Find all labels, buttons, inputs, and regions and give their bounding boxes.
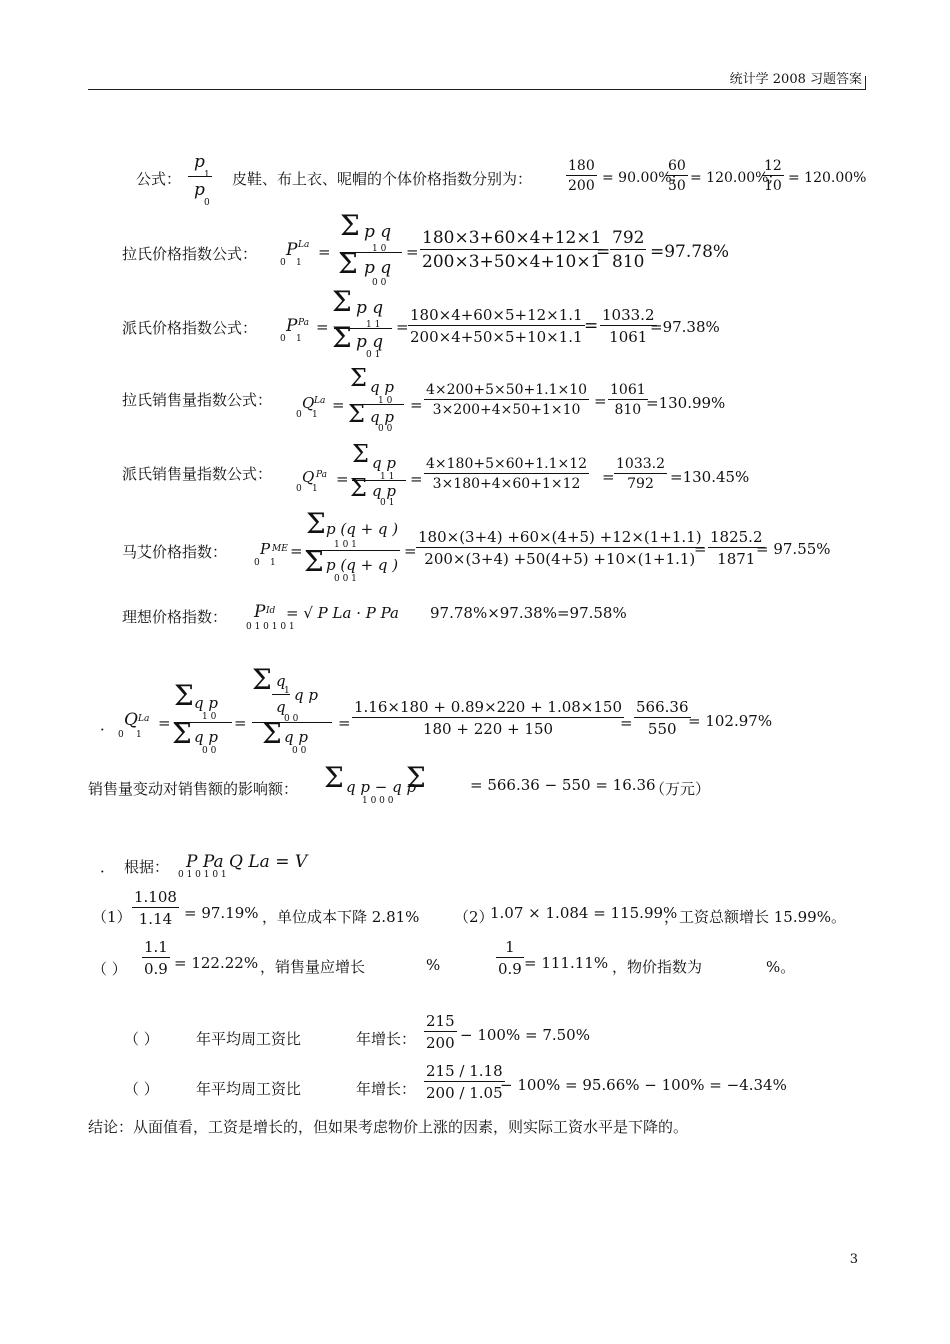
sigma-icon: Σ (174, 679, 194, 712)
paasche-qty-result: =130.45% (670, 468, 750, 486)
laspeyres-price-result: =97.78% (650, 242, 730, 262)
item1-result: = 97.19% (184, 904, 259, 922)
sigma-icon: Σ (304, 545, 324, 578)
impact-result: = 566.36 − 550 = 16.36 (470, 776, 656, 794)
fraction-shoes: $\frac{180}{200}$ (568, 158, 595, 194)
laspeyres-qty-label: 拉氏销售量指数公式： (122, 391, 273, 409)
laspeyres-qty-fraction: $\frac{4\times 200+5\times 50+1.1\times 10}{3\times 200+4\times 50+1\times 10}$ (426, 382, 588, 418)
marshall-symbol: P (260, 540, 271, 558)
item3-result2: = 111.11% (524, 954, 609, 972)
formula-label: 公式： (136, 170, 182, 188)
laspeyres-price-label: 拉氏价格指数公式： (122, 245, 258, 263)
fraction-jacket: $\frac{60}{50}$ (668, 158, 686, 194)
section2-symbol: Q (124, 710, 138, 730)
formula-fraction-bar (188, 176, 212, 177)
item1-text: ，单位成本下降 2.81% (262, 908, 420, 926)
sigma-icon: Σ (352, 440, 369, 468)
item3-fraction2: $\frac{1}{0.9}$ (498, 938, 522, 978)
ideal-expression: = √ P La · P Pa (286, 604, 399, 622)
sigma-icon: Σ (324, 761, 344, 794)
ideal-subscripts: 0 1 0 1 0 1 (246, 622, 295, 632)
section2-ratio: $\frac{566.36}{550}$ (636, 698, 689, 738)
paasche-price-ratio: $\frac{1033.2}{1061}$ (602, 306, 655, 346)
page-number: 3 (849, 1252, 858, 1267)
individual-index-desc: 皮鞋、布上衣、呢帽的个体价格指数分别为： (232, 170, 533, 188)
sigma-icon: Σ (350, 364, 367, 392)
sigma-icon: Σ (332, 321, 352, 354)
paasche-price-fraction: $\frac{180\times 4+60\times 5+12\times 1.1}{200\times 4+50\times 5+10\times 1.1}$ (410, 306, 583, 346)
impact-unit: （万元） (650, 780, 711, 798)
result-jacket: = 120.00%; (690, 170, 774, 186)
formula-den: p (194, 180, 205, 200)
item3-text1: ，销售量应增长 (260, 958, 366, 976)
impact-label: 销售量变动对销售额的影响额： (88, 780, 299, 798)
paasche-qty-fraction: $\frac{4\times 180+5\times 60+1.1\times 12}{3\times 180+4\times 60+1\times 12}$ (426, 456, 588, 492)
formula-num: p (194, 152, 205, 172)
result-hat: = 120.00% (788, 170, 867, 186)
header-title: 统计学 2008 习题答案 (729, 72, 862, 87)
sigma-icon: Σ (252, 663, 272, 696)
item2-text: ，工资总额增长 15.99%。 (664, 908, 846, 926)
item1-fraction: $\frac{1.108}{1.14}$ (134, 888, 177, 928)
impact-expression: q p − q p (346, 778, 417, 796)
sigma-icon: Σ (340, 209, 360, 242)
item3-result: = 122.22% (174, 954, 259, 972)
sigma-icon: Σ (262, 717, 282, 750)
sigma-icon: Σ (306, 507, 326, 540)
row1-fraction: $\frac{215}{200}$ (426, 1012, 455, 1052)
item3-text2: ，物价指数为 (612, 958, 703, 976)
row2-text1: 年平均周工资比 (196, 1080, 302, 1098)
row2-fraction: $\frac{215 / 1.18}{200 / 1.05}$ (426, 1062, 503, 1102)
item2-expression: 1.07 × 1.084 = 115.99% (490, 904, 678, 922)
header-tick (865, 76, 866, 90)
paasche-qty-symbol: Q (302, 468, 315, 486)
paasche-price-result: =97.38% (650, 318, 720, 336)
laspeyres-price-fraction: $\frac{180\times 3+60\times 4+12\times 1}{200\times 3+50\times 4+10\times 1}$ (422, 228, 602, 272)
row2-result: − 100% = 95.66% − 100% = −4.34% (500, 1076, 787, 1094)
paasche-qty-label: 派氏销售量指数公式： (122, 465, 273, 483)
result-shoes: = 90.00%; (602, 170, 677, 186)
sigma-icon: Σ (350, 474, 367, 502)
header-rule (88, 89, 866, 90)
marshall-label: 马艾价格指数： (122, 543, 228, 561)
sigma-icon: Σ (348, 400, 365, 428)
laspeyres-qty-ratio: $\frac{1061}{810}$ (610, 382, 646, 418)
paasche-qty-ratio: $\frac{1033.2}{792}$ (616, 456, 665, 492)
basis-expression: P Pa Q La = V (186, 852, 308, 872)
ideal-label: 理想价格指数： (122, 608, 228, 626)
row2-text2: 年增长： (356, 1080, 417, 1098)
marshall-result: = 97.55% (756, 540, 831, 558)
paasche-price-symbol: P (286, 316, 298, 336)
ideal-symbol: P (254, 602, 266, 622)
laspeyres-price-ratio: $\frac{792}{810}$ (612, 228, 645, 272)
section2-fraction: $\frac{1.16\times 180 + 0.89\times 220 + 1.08\times 150}{180 + 220 + 150}$ (354, 698, 623, 738)
item3-fraction: $\frac{1.1}{0.9}$ (144, 938, 168, 978)
sigma-icon: Σ (338, 247, 358, 280)
marshall-ratio: $\frac{1825.2}{1871}$ (710, 528, 763, 568)
row1-result: − 100% = 7.50% (460, 1026, 590, 1044)
sigma-icon: Σ (172, 717, 192, 750)
formula-num-sub: 1 (204, 170, 210, 180)
marshall-fraction: $\frac{180\times(3+4) +60\times(4+5) +12\times(1+1.1)}{200\times(3+4) +50(4+5) +10\times(1+1.1)}$ (418, 528, 702, 568)
formula-den-sub: 0 (204, 198, 210, 208)
laspeyres-qty-symbol: Q (302, 394, 315, 412)
paasche-price-label: 派氏价格指数公式： (122, 319, 258, 337)
row1-text2: 年增长： (356, 1030, 417, 1048)
fraction-hat: $\frac{12}{10}$ (764, 158, 782, 194)
laspeyres-qty-result: =130.99% (646, 394, 726, 412)
sigma-icon: Σ (332, 285, 352, 318)
sigma-icon: Σ (406, 761, 426, 794)
row1-text1: 年平均周工资比 (196, 1030, 302, 1048)
ideal-result: 97.78%×97.38%=97.58% (430, 604, 627, 622)
conclusion-text: 结论：从面值看，工资是增长的，但如果考虑物价上涨的因素，则实际工资水平是下降的。 (88, 1118, 689, 1136)
laspeyres-price-symbol: P (286, 240, 298, 260)
basis-label: 根据： (124, 858, 170, 876)
section2-result: = 102.97% (688, 712, 773, 730)
